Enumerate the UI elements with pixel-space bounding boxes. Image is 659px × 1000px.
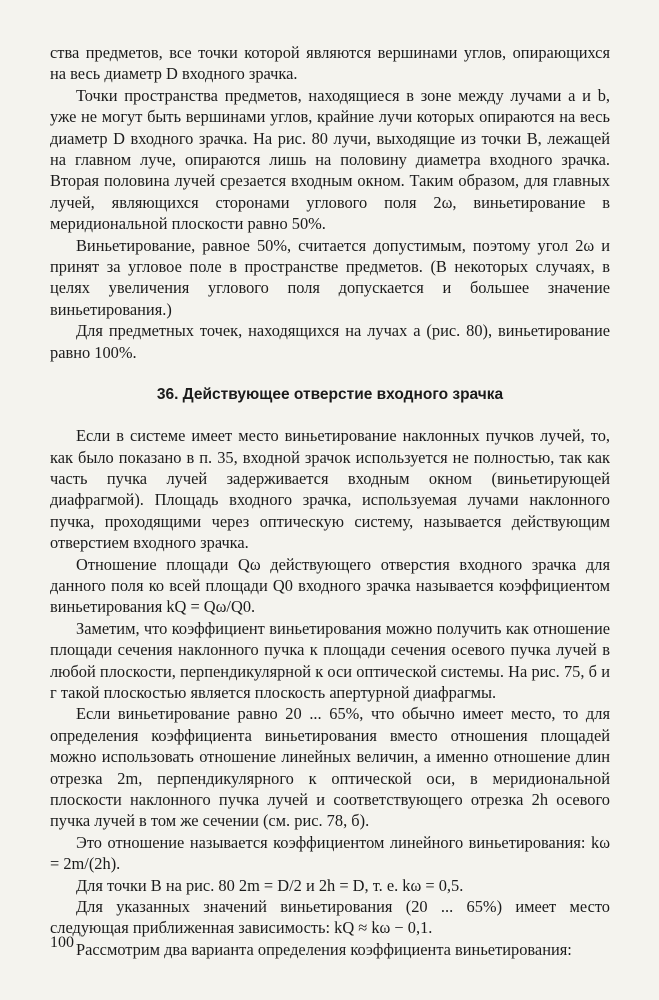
paragraph: Для точки B на рис. 80 2m = D/2 и 2h = D, т. е. kω = 0,5. bbox=[76, 875, 464, 895]
paragraph: Это отношение называется коэффициентом линейного виньетирования: kω = 2m/(2h). bbox=[50, 832, 610, 874]
paragraph: Если в системе имеет место виньетирование наклонных пучков лучей, то, как было показано в п. 35, входной зрачок используется не полностью, так как часть пучка лучей задерживается входным окном (виньетирующей диафрагмой). Площадь входного зрачка, используемая лучами наклонного пучка, проходящими через оптическую систему, называется действующим отверстием входного зрачка. bbox=[50, 426, 610, 553]
page-number: 100 bbox=[50, 934, 74, 951]
page-body bbox=[50, 42, 610, 960]
paragraph: Точки пространства предметов, находящиеся в зоне между лучами a и b, уже не могут быть вершинами углов, крайние лучи которых опираются на весь диаметр D входного зрачка. На рис. 80 лучи, выходящие из точки B, лежащей на главном луче, опираются лишь на половину диаметра входного зрачка. Вторая половина лучей срезается входным окном. Таким образом, для главных лучей, являющихся сторонами углового поля 2ω, виньетирование в меридиональной плоскости равно 50%. bbox=[50, 85, 610, 234]
paragraph: Для указанных значений виньетирования (20 ... 65%) имеет место следующая приближенная зависимость: kQ ≈ kω − 0,1. bbox=[50, 897, 610, 938]
paragraph: Заметим, что коэффициент виньетирования можно получить как отношение площади сечения наклонного пучка к площади сечения осевого пучка лучей в любой плоскости, перпендикулярной к оси оптической системы. На рис. 75, б и г такой плоскостью является плоскость апертурной диафрагмы. bbox=[50, 618, 610, 702]
paragraph: Виньетирование, равное 50%, считается допустимым, поэтому угол 2ω и принят за угловое поле в пространстве предметов. (В некоторых случаях, в целях увеличения углового поля допускается и большее значение виньетирования.) bbox=[50, 235, 610, 319]
paragraph-continuation: ства предметов, все точки которой являются вершинами углов, опирающихся на весь диаметр D входного зрачка. bbox=[50, 43, 610, 84]
paragraph: Для предметных точек, находящихся на лучах a (рис. 80), виньетирование равно 100%. bbox=[50, 321, 610, 362]
paragraph: Рассмотрим два варианта определения коэффициента виньетирования: bbox=[76, 939, 572, 959]
paragraph: Отношение площади Qω действующего отверстия входного зрачка для данного поля ко всей площади Q0 входного зрачка называется коэффициентом виньетирования kQ = Qω/Q0. bbox=[50, 554, 610, 617]
section-heading: 36. Действующее отверстие входного зрачка bbox=[156, 386, 504, 404]
paragraph: Если виньетирование равно 20 ... 65%, что обычно имеет место, то для определения коэффициента виньетирования вместо отношения площадей можно использовать отношение линейных величин, а именно отношение длин отрезка 2m, перпендикулярного к оптической оси, в меридиональной плоскости наклонного пучка лучей и соответствующего отрезка 2h осевого пучка лучей в том же сечении (см. рис. 78, б). bbox=[50, 704, 610, 831]
